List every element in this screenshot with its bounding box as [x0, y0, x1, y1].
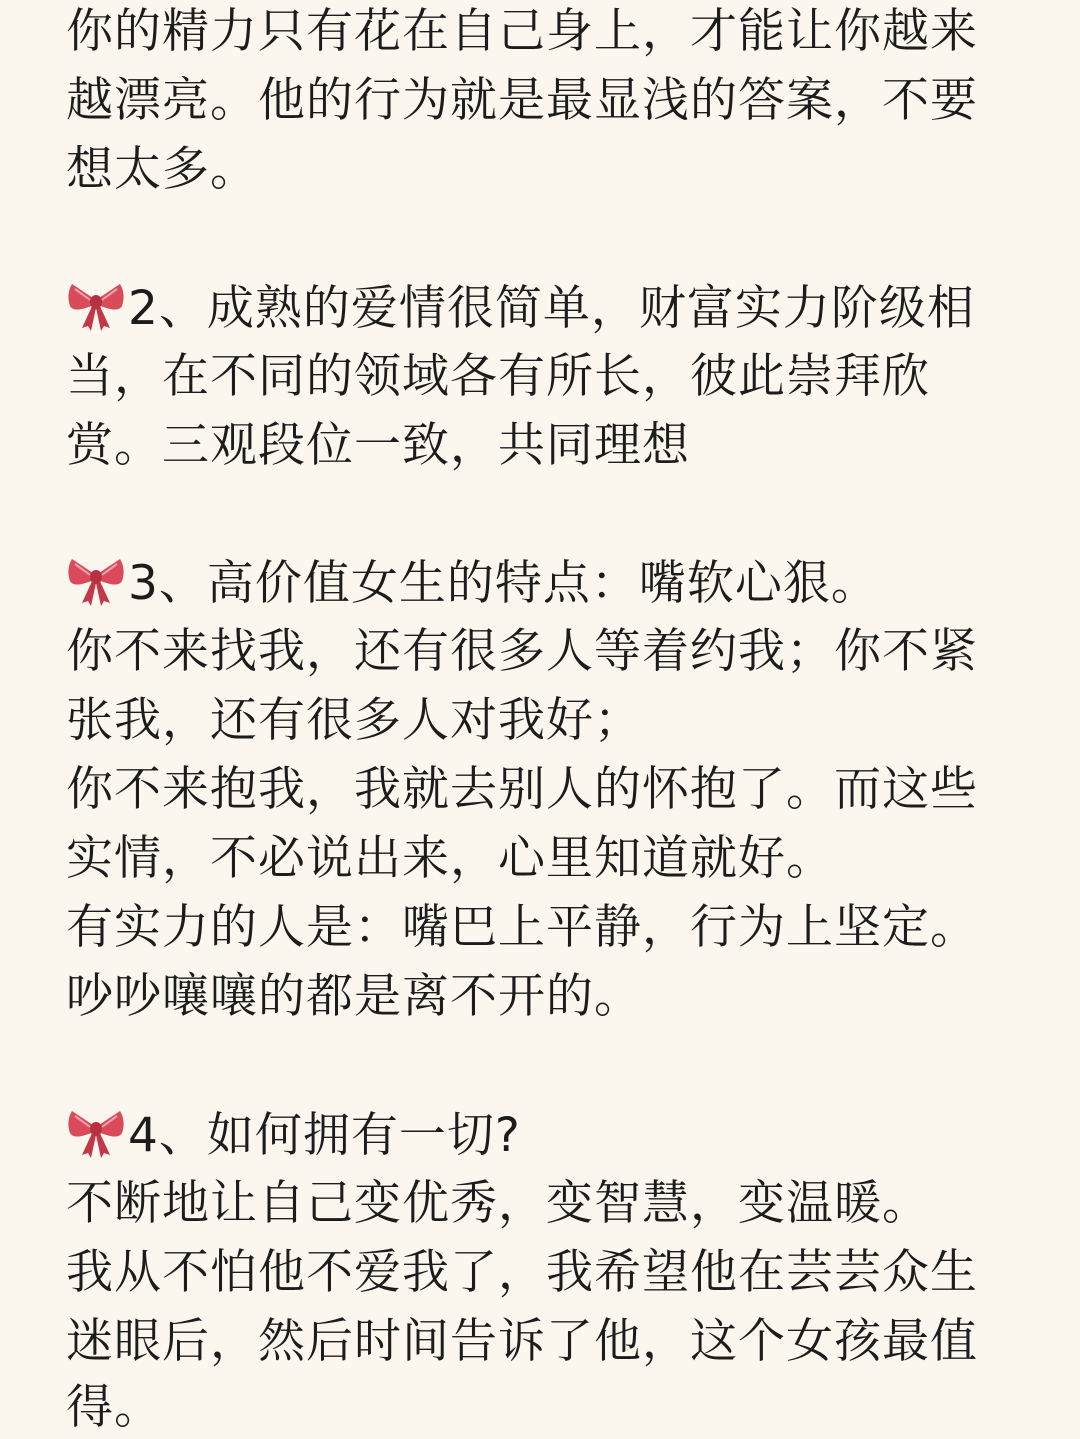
section-heading-3	[66, 555, 879, 612]
paragraph-line: 有实力的人是：嘴巴上平静，行为上坚定。	[66, 900, 978, 955]
ribbon-bow-icon	[66, 280, 126, 332]
paragraph-line: 张我，还有很多人对我好；	[66, 693, 642, 748]
section-heading-text: 3、高价值女生的特点：嘴软心狠。	[128, 556, 879, 611]
paragraph-line: 我从不怕他不爱我了，我希望他在芸芸众生	[66, 1245, 978, 1300]
paragraph-line: 得。	[66, 1380, 162, 1435]
paragraph-line: 你不来抱我，我就去别人的怀抱了。而这些	[66, 762, 978, 817]
paragraph-line: 迷眼后，然后时间告诉了他，这个女孩最值	[66, 1314, 978, 1369]
section-heading-text: 4、如何拥有一切?	[128, 1108, 521, 1163]
paragraph-line: 不断地让自己变优秀，变智慧，变温暖。	[66, 1176, 930, 1231]
paragraph-line: 你的精力只有花在自己身上，才能让你越来	[66, 4, 978, 59]
paragraph-line: 你不来找我，还有很多人等着约我；你不紧	[66, 624, 978, 679]
paragraph-line: 想太多。	[66, 142, 258, 197]
paragraph-line: 当，在不同的领域各有所长，彼此崇拜欣	[66, 349, 930, 404]
paragraph-line: 越漂亮。他的行为就是最显浅的答案，不要	[66, 73, 978, 128]
ribbon-bow-icon	[66, 1107, 126, 1159]
paragraph-line: 吵吵嚷嚷的都是离不开的。	[66, 969, 642, 1024]
section-heading-2	[66, 280, 975, 337]
section-heading-text: 2、成熟的爱情很简单，财富实力阶级相	[128, 281, 975, 336]
paragraph-line: 赏。三观段位一致，共同理想	[66, 418, 690, 473]
section-heading-4	[66, 1107, 521, 1164]
ribbon-bow-icon	[66, 555, 126, 607]
paragraph-line: 实情，不必说出来，心里知道就好。	[66, 831, 834, 886]
